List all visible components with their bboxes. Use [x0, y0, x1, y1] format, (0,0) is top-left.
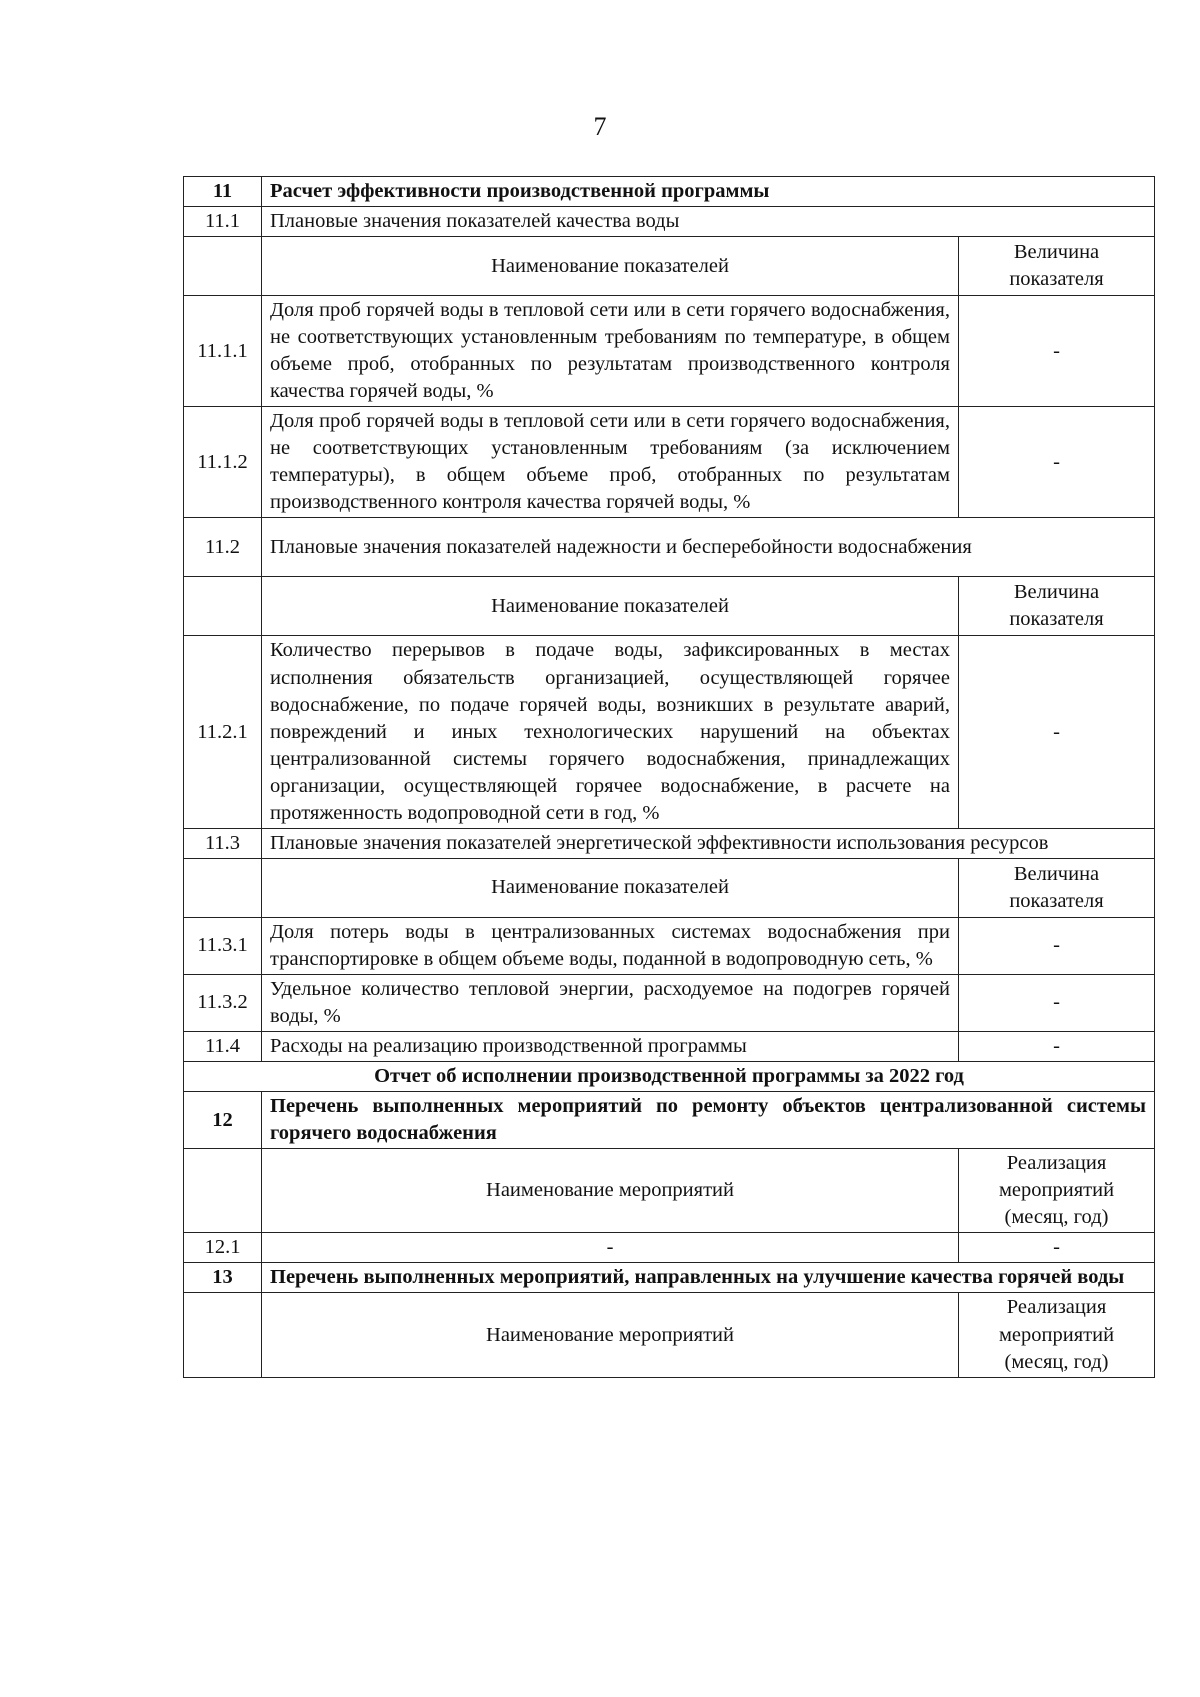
row-number: 12.1: [184, 1233, 262, 1263]
row-number: 11.1.2: [184, 407, 262, 518]
production-program-table: [183, 176, 1155, 1378]
empty-cell: [184, 577, 262, 636]
table-row-11-1-2: [184, 407, 1155, 518]
row-value: -: [959, 636, 1155, 828]
table-row-11-3: [184, 828, 1155, 858]
column-header-indicator-name: Наименование показателей: [262, 237, 959, 296]
row-title: Плановые значения показателей энергетической эффективности использования ресурсов: [262, 828, 1155, 858]
row-number: 11.1: [184, 207, 262, 237]
column-header-event-name: Наименование мероприятий: [262, 1293, 959, 1377]
section-number: 13: [184, 1263, 262, 1293]
row-number: 11.3.2: [184, 974, 262, 1031]
row-text: Удельное количество тепловой энергии, расходуемое на подогрев горячей воды, %: [262, 974, 959, 1031]
empty-cell: [184, 1149, 262, 1233]
row-number: 11.2: [184, 518, 262, 577]
row-title: Плановые значения показателей качества воды: [262, 207, 1155, 237]
table-row-report-title: [184, 1062, 1155, 1092]
row-value: -: [959, 407, 1155, 518]
section-title: Перечень выполненных мероприятий по ремонту объектов централизованной системы горячего водоснабжения: [262, 1092, 1155, 1149]
row-value: -: [959, 1233, 1155, 1263]
report-title: Отчет об исполнении производственной программы за 2022 год: [184, 1062, 1155, 1092]
table-row-section-11: [184, 177, 1155, 207]
column-header-event-name: Наименование мероприятий: [262, 1149, 959, 1233]
section-title: Перечень выполненных мероприятий, направленных на улучшение качества горячей воды: [262, 1263, 1155, 1293]
section-title: Расчет эффективности производственной программы: [262, 177, 1155, 207]
section-number: 12: [184, 1092, 262, 1149]
row-number: 11.3.1: [184, 917, 262, 974]
column-header-indicator-value: Величина показателя: [959, 237, 1155, 296]
table-row-12-1: [184, 1233, 1155, 1263]
column-header-indicator-name: Наименование показателей: [262, 577, 959, 636]
table-header-row: [184, 858, 1155, 917]
table-row-11-1-1: [184, 296, 1155, 407]
table-row-11-2-1: [184, 636, 1155, 828]
row-text: Доля проб горячей воды в тепловой сети или в сети горячего водоснабжения, не соответствующих установленным требованиям по температуре, в общем объеме проб, отобранных по результатам производственного контроля качества горячей воды, %: [262, 296, 959, 407]
empty-cell: [184, 1293, 262, 1377]
row-value: -: [959, 974, 1155, 1031]
row-text: -: [262, 1233, 959, 1263]
table-header-row: [184, 1293, 1155, 1377]
row-number: 11.4: [184, 1032, 262, 1062]
table-row-section-12: [184, 1092, 1155, 1149]
table-row-11-4: [184, 1032, 1155, 1062]
empty-cell: [184, 237, 262, 296]
row-number: 11.3: [184, 828, 262, 858]
table-header-row: [184, 1149, 1155, 1233]
row-value: -: [959, 296, 1155, 407]
row-text: Количество перерывов в подаче воды, зафиксированных в местах исполнения обязательств организацией, осуществляющей горячее водоснабжение, по подаче горячей воды, возникших в результате аварий, повреждений и иных технологических нарушений на объектах централизованной системы горячего водоснабжения, принадлежащих организации, осуществляющей горячее водоснабжение, в расчете на протяженность водопроводной сети в год, %: [262, 636, 959, 828]
table-header-row: [184, 577, 1155, 636]
column-header-indicator-name: Наименование показателей: [262, 858, 959, 917]
column-header-event-value: Реализация мероприятий (месяц, год): [959, 1293, 1155, 1377]
column-header-indicator-value: Величина показателя: [959, 858, 1155, 917]
row-text: Расходы на реализацию производственной программы: [262, 1032, 959, 1062]
row-value: -: [959, 1032, 1155, 1062]
table-header-row: [184, 237, 1155, 296]
row-value: -: [959, 917, 1155, 974]
section-number: 11: [184, 177, 262, 207]
table-row-11-2: [184, 518, 1155, 577]
row-text: Доля потерь воды в централизованных системах водоснабжения при транспортировке в общем объеме воды, поданной в водопроводную сеть, %: [262, 917, 959, 974]
table-row-section-13: [184, 1263, 1155, 1293]
row-title: Плановые значения показателей надежности и бесперебойности водоснабжения: [262, 518, 1155, 577]
page-number: 7: [593, 112, 607, 141]
row-text: Доля проб горячей воды в тепловой сети или в сети горячего водоснабжения, не соответствующих установленным требованиям (за исключением температуры), в общем объеме проб, отобранных по результатам производственного контроля качества горячей воды, %: [262, 407, 959, 518]
row-number: 11.2.1: [184, 636, 262, 828]
row-number: 11.1.1: [184, 296, 262, 407]
table-row-11-3-1: [184, 917, 1155, 974]
table-row-11-3-2: [184, 974, 1155, 1031]
empty-cell: [184, 858, 262, 917]
table-row-11-1: [184, 207, 1155, 237]
column-header-indicator-value: Величина показателя: [959, 577, 1155, 636]
column-header-event-value: Реализация мероприятий (месяц, год): [959, 1149, 1155, 1233]
